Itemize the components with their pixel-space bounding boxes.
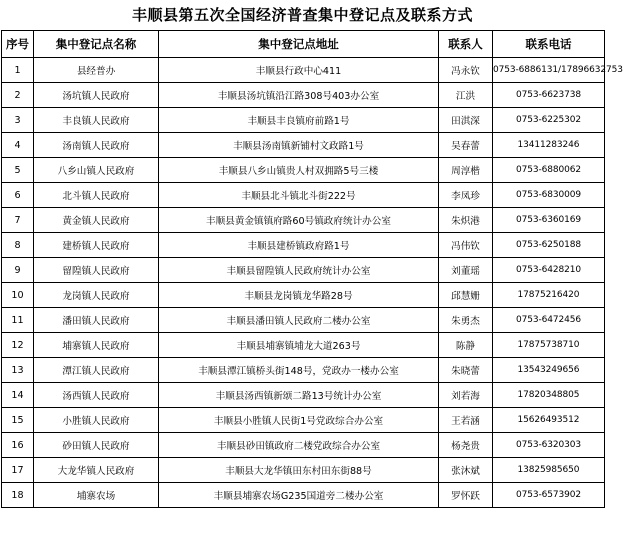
row-index: 14 — [2, 383, 34, 408]
contact-person: 江洪 — [439, 83, 493, 108]
table-row — [2, 283, 605, 308]
contact-phone: 0753-6320303 — [493, 433, 605, 458]
location-name: 埔寨农场 — [34, 483, 159, 508]
contact-person: 刘若海 — [439, 383, 493, 408]
contact-person: 朱勇杰 — [439, 308, 493, 333]
contact-phone: 17875738710 — [493, 333, 605, 358]
table-row — [2, 483, 605, 508]
row-index: 17 — [2, 458, 34, 483]
contact-phone: 0753-6250188 — [493, 233, 605, 258]
contact-person: 朱晓蕾 — [439, 358, 493, 383]
location-address: 丰顺县潘田镇人民政府二楼办公室 — [159, 308, 439, 333]
location-address: 丰顺县埔寨农场G235国道旁二楼办公室 — [159, 483, 439, 508]
header-contact: 联系人 — [439, 31, 493, 58]
contact-person: 刘董瑶 — [439, 258, 493, 283]
contact-person: 吴春蕾 — [439, 133, 493, 158]
contact-person: 王若涵 — [439, 408, 493, 433]
location-address: 丰顺县埔寨镇埔龙大道263号 — [159, 333, 439, 358]
row-index: 15 — [2, 408, 34, 433]
table-row — [2, 358, 605, 383]
contact-person: 陈静 — [439, 333, 493, 358]
contact-person: 李凤珍 — [439, 183, 493, 208]
header-phone: 联系电话 — [493, 31, 605, 58]
contact-phone: 0753-6360169 — [493, 208, 605, 233]
contact-phone: 15626493512 — [493, 408, 605, 433]
contact-person: 冯伟钦 — [439, 233, 493, 258]
contact-phone: 0753-6623738 — [493, 83, 605, 108]
contact-phone: 17875216420 — [493, 283, 605, 308]
table-row — [2, 158, 605, 183]
location-name: 八乡山镇人民政府 — [34, 158, 159, 183]
row-index: 16 — [2, 433, 34, 458]
contact-person: 杨尧贵 — [439, 433, 493, 458]
contact-phone: 0753-6225302 — [493, 108, 605, 133]
location-name: 建桥镇人民政府 — [34, 233, 159, 258]
contact-phone: 0753-6880062 — [493, 158, 605, 183]
contact-person: 冯永钦 — [439, 58, 493, 83]
table-body — [2, 58, 623, 508]
location-name: 埔寨镇人民政府 — [34, 333, 159, 358]
location-address: 丰顺县八乡山镇贵人村双拥路5号三楼 — [159, 158, 439, 183]
row-index: 5 — [2, 158, 34, 183]
location-name: 黄金镇人民政府 — [34, 208, 159, 233]
table-row — [2, 333, 605, 358]
location-address: 丰顺县丰良镇府前路1号 — [159, 108, 439, 133]
header-index: 序号 — [2, 31, 34, 58]
contact-phone: 13825985650 — [493, 458, 605, 483]
location-address: 丰顺县小胜镇人民街1号党政综合办公室 — [159, 408, 439, 433]
location-name: 汤坑镇人民政府 — [34, 83, 159, 108]
contact-phone: 0753-6428210 — [493, 258, 605, 283]
row-index: 4 — [2, 133, 34, 158]
header-address: 集中登记点地址 — [159, 31, 439, 58]
location-address: 丰顺县砂田镇政府二楼党政综合办公室 — [159, 433, 439, 458]
row-index: 1 — [2, 58, 34, 83]
row-index: 7 — [2, 208, 34, 233]
location-name: 砂田镇人民政府 — [34, 433, 159, 458]
row-index: 10 — [2, 283, 34, 308]
table-row — [2, 58, 605, 83]
table-row — [2, 383, 605, 408]
location-name: 汤西镇人民政府 — [34, 383, 159, 408]
table-row — [2, 108, 605, 133]
location-address: 丰顺县留隍镇人民政府统计办公室 — [159, 258, 439, 283]
row-index: 2 — [2, 83, 34, 108]
location-name: 汤南镇人民政府 — [34, 133, 159, 158]
table-row — [2, 133, 605, 158]
location-name: 大龙华镇人民政府 — [34, 458, 159, 483]
page-title: 丰顺县第五次全国经济普查集中登记点及联系方式 — [131, 6, 473, 24]
row-index: 9 — [2, 258, 34, 283]
location-name: 潘田镇人民政府 — [34, 308, 159, 333]
location-address: 丰顺县建桥镇政府路1号 — [159, 233, 439, 258]
header-row — [2, 31, 605, 58]
contact-person: 朱炽港 — [439, 208, 493, 233]
row-index: 12 — [2, 333, 34, 358]
row-index: 13 — [2, 358, 34, 383]
table-row — [2, 308, 605, 333]
row-index: 18 — [2, 483, 34, 508]
row-index: 8 — [2, 233, 34, 258]
row-index: 6 — [2, 183, 34, 208]
table-row — [2, 183, 605, 208]
contact-person: 张沐斌 — [439, 458, 493, 483]
location-name: 潭江镇人民政府 — [34, 358, 159, 383]
location-name: 小胜镇人民政府 — [34, 408, 159, 433]
contact-person: 罗怀跃 — [439, 483, 493, 508]
contact-person: 周淳楷 — [439, 158, 493, 183]
location-address: 丰顺县黄金镇镇府路60号镇政府统计办公室 — [159, 208, 439, 233]
contact-phone: 0753-6472456 — [493, 308, 605, 333]
location-address: 丰顺县汤南镇新铺村文政路1号 — [159, 133, 439, 158]
contact-phone: 0753-6830009 — [493, 183, 605, 208]
location-address: 丰顺县行政中心411 — [159, 58, 439, 83]
table-row — [2, 233, 605, 258]
location-address: 丰顺县潭江镇桥头街148号，党政办一楼办公室 — [159, 358, 439, 383]
location-address: 丰顺县龙岗镇龙华路28号 — [159, 283, 439, 308]
contact-person: 田淇深 — [439, 108, 493, 133]
location-address: 丰顺县汤坑镇沿江路308号403办公室 — [159, 83, 439, 108]
registration-table — [1, 30, 623, 508]
location-address: 丰顺县大龙华镇田东村田东街88号 — [159, 458, 439, 483]
table-row — [2, 208, 605, 233]
table-row — [2, 258, 605, 283]
row-index: 3 — [2, 108, 34, 133]
header-name: 集中登记点名称 — [34, 31, 159, 58]
table-row — [2, 458, 605, 483]
location-name: 丰良镇人民政府 — [34, 108, 159, 133]
location-name: 龙岗镇人民政府 — [34, 283, 159, 308]
row-index: 11 — [2, 308, 34, 333]
contact-phone: 13543249656 — [493, 358, 605, 383]
table-row — [2, 408, 605, 433]
contact-phone: 0753-6573902 — [493, 483, 605, 508]
contact-person: 邱慧姗 — [439, 283, 493, 308]
location-name: 留隍镇人民政府 — [34, 258, 159, 283]
location-name: 北斗镇人民政府 — [34, 183, 159, 208]
location-name: 县经普办 — [34, 58, 159, 83]
contact-phone: 17820348805 — [493, 383, 605, 408]
table-row — [2, 433, 605, 458]
location-address: 丰顺县北斗镇北斗街222号 — [159, 183, 439, 208]
contact-phone: 0753-6886131/17896632753 — [493, 58, 605, 83]
table-row — [2, 83, 605, 108]
location-address: 丰顺县汤西镇新颂二路13号统计办公室 — [159, 383, 439, 408]
contact-phone: 13411283246 — [493, 133, 605, 158]
